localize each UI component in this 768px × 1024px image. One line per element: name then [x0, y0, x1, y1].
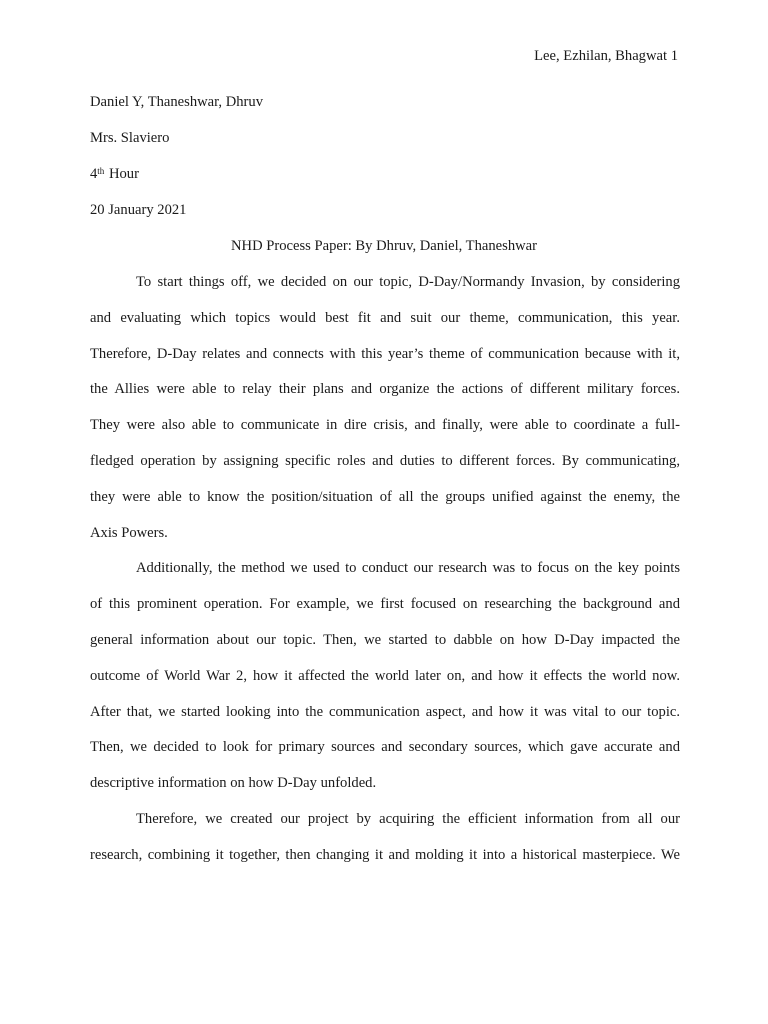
body-line: Additionally, the method we used to conduct our research was to focus on the key points [136, 560, 680, 577]
body-line: fledged operation by assigning specific roles and duties to different forces. By communicating, [90, 452, 680, 469]
body-line: and evaluating which topics would best fit and suit our theme, communication, this year. [90, 309, 680, 326]
body-line: research, combining it together, then changing it and molding it into a historical masterpiece. We [90, 846, 680, 863]
hour-superscript: th [97, 166, 105, 176]
running-head: Lee, Ezhilan, Bhagwat 1 [534, 48, 678, 64]
date: 20 January 2021 [90, 202, 187, 218]
body-line: Axis Powers. [90, 524, 168, 541]
body-line: general information about our topic. Then, we started to dabble on how D-Day impacted the [90, 631, 680, 648]
body-line: They were also able to communicate in dire crisis, and finally, were able to coordinate a full- [90, 417, 680, 434]
body-text [90, 272, 680, 881]
body-line: of this prominent operation. For example, we first focused on researching the background and [90, 596, 680, 613]
paper-title: NHD Process Paper: By Dhruv, Daniel, Thaneshwar [231, 238, 537, 254]
body-line: Therefore, D-Day relates and connects with this year’s theme of communication because with it, [90, 345, 680, 362]
body-line: After that, we started looking into the communication aspect, and how it was vital to our topic. [90, 703, 680, 720]
class-hour [90, 164, 263, 200]
body-line: Then, we decided to look for primary sources and secondary sources, which gave accurate and [90, 739, 680, 756]
teacher-name: Mrs. Slaviero [90, 130, 170, 146]
body-line: outcome of World War 2, how it affected the world later on, and how it effects the world now. [90, 667, 680, 684]
mla-heading [90, 92, 263, 236]
body-line: descriptive information on how D-Day unfolded. [90, 775, 377, 792]
body-line: To start things off, we decided on our topic, D-Day/Normandy Invasion, by considering [136, 274, 680, 290]
body-line: the Allies were able to relay their plans and organize the actions of different military forces. [90, 381, 680, 398]
hour-number: 4 [90, 166, 98, 182]
body-line: they were able to know the position/situation of all the groups unified against the enemy, the [90, 488, 680, 505]
author-names: Daniel Y, Thaneshwar, Dhruv [90, 94, 264, 110]
body-line: Therefore, we created our project by acquiring the efficient information from all our [136, 810, 680, 827]
hour-word: Hour [108, 166, 139, 182]
